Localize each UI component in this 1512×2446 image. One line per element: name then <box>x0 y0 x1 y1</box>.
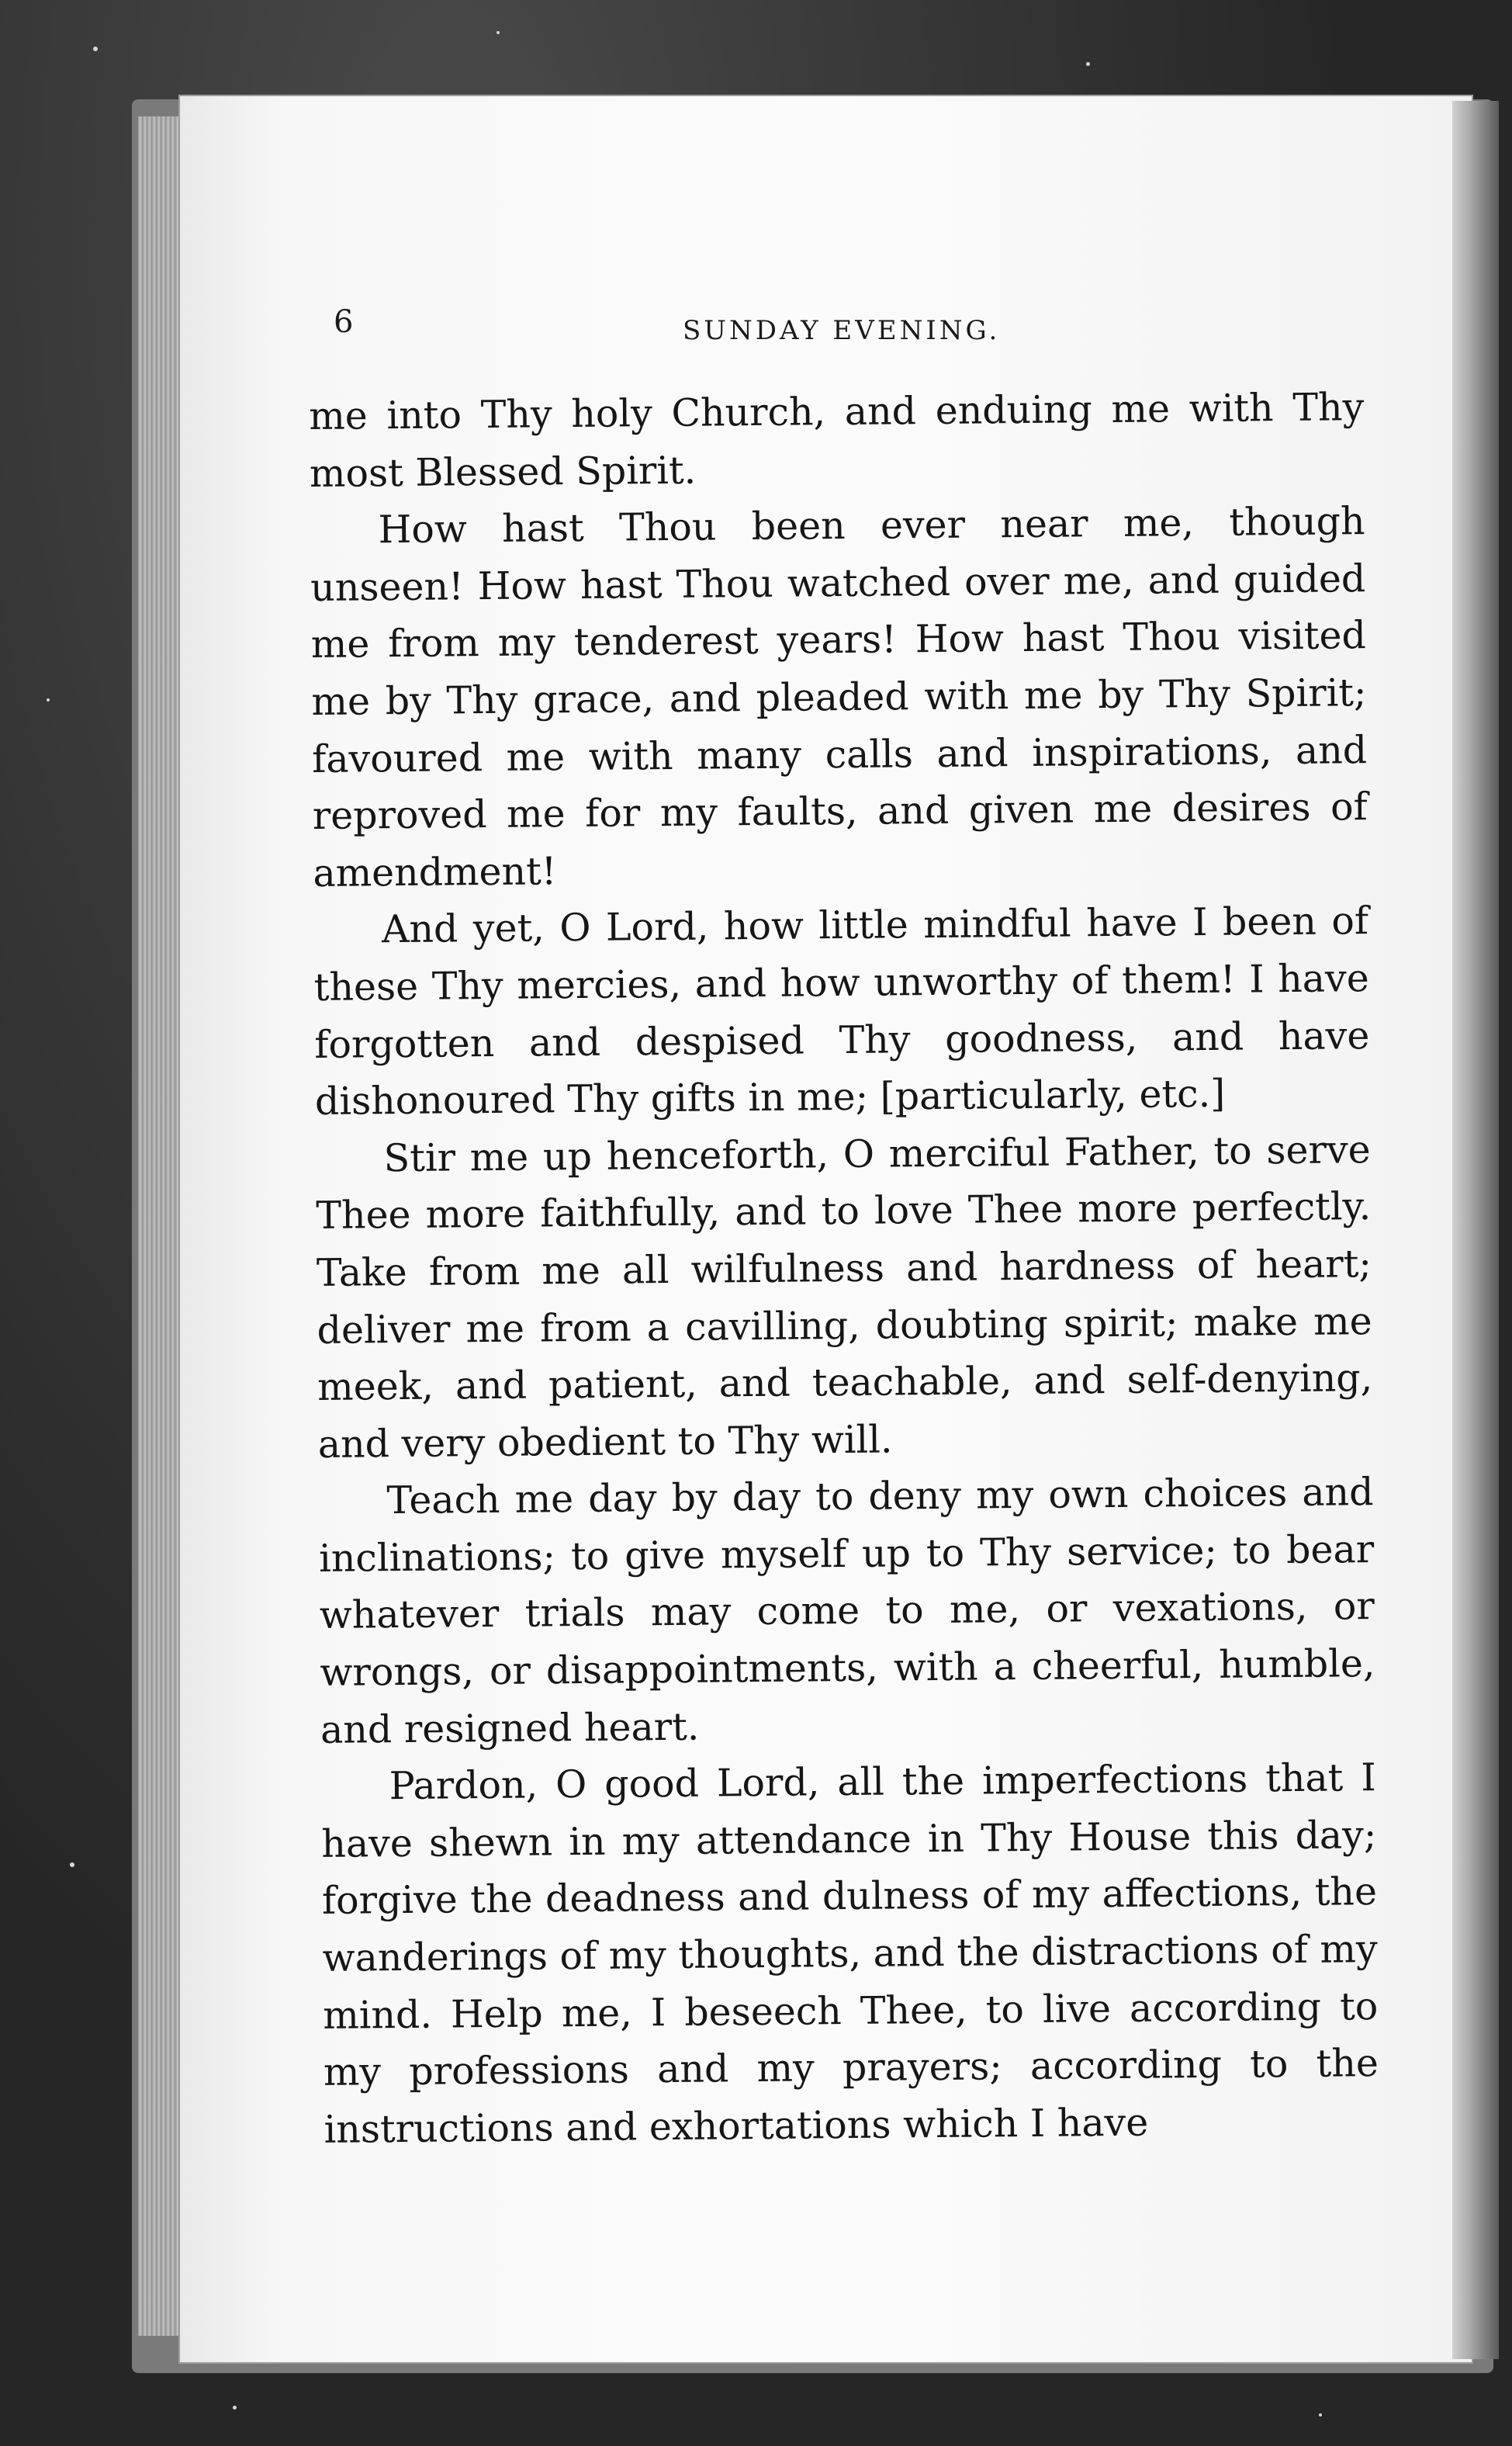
paragraph: Teach me day by day to deny my own choices and inclinations; to give myself up to Thy service; to bear whatever trials may come to me, or vexations, or wrongs, or disappointments, with a cheerful, humble, and resigned heart. <box>318 1470 1375 1752</box>
paragraph: And yet, O Lord, how little mindful have I been of these Thy mercies, and how unworthy of them! I have forgotten and despised Thy goodness, and have dishonoured Thy gifts in me; [particularly, etc.] <box>313 899 1370 1124</box>
dust-speck <box>47 698 50 702</box>
dust-speck <box>497 31 500 34</box>
dust-speck <box>233 2406 237 2410</box>
page-body <box>309 379 1379 2158</box>
dust-speck <box>93 47 98 51</box>
paragraph: Pardon, O good Lord, all the imperfections that I have shewn in my attendance in Thy House this day; forgive the deadness and dulness of my affections, the wanderings of my thoughts, and the distractions of my mind. Help me, I beseech Thee, to live according to my professions and my prayers; according to the instructions and exhortations which I have <box>321 1755 1379 2152</box>
dust-speck <box>1086 62 1090 66</box>
page-header <box>334 304 1365 351</box>
running-head: SUNDAY EVENING. <box>683 315 1001 346</box>
paragraph: Stir me up henceforth, O merciful Father, to serve Thee more faithfully, and to love Thee more perfectly. Take from me all wilfulness and hardness of heart; deliver me from a cavilling, doubting spirit; make me meek, and patient, and teachable, and self-denying, and very obedient to Thy will. <box>316 1127 1373 1467</box>
paragraph: me into Thy holy Church, and enduing me with Thy most Blessed Spirit. <box>309 385 1365 496</box>
dust-speck <box>70 1862 74 1867</box>
paragraph: How hast Thou been ever near me, though unseen! How hast Thou watched over me, and guided me from my tenderest years! How hast Thou visited me by Thy grace, and pleaded with me by Thy Spirit; favoured me with many calls and inspirations, and reproved me for my faults, and given me desires of amendment! <box>310 499 1368 896</box>
book-binding <box>1452 101 1499 2359</box>
page-number: 6 <box>334 304 354 340</box>
dust-speck <box>1319 2413 1322 2417</box>
